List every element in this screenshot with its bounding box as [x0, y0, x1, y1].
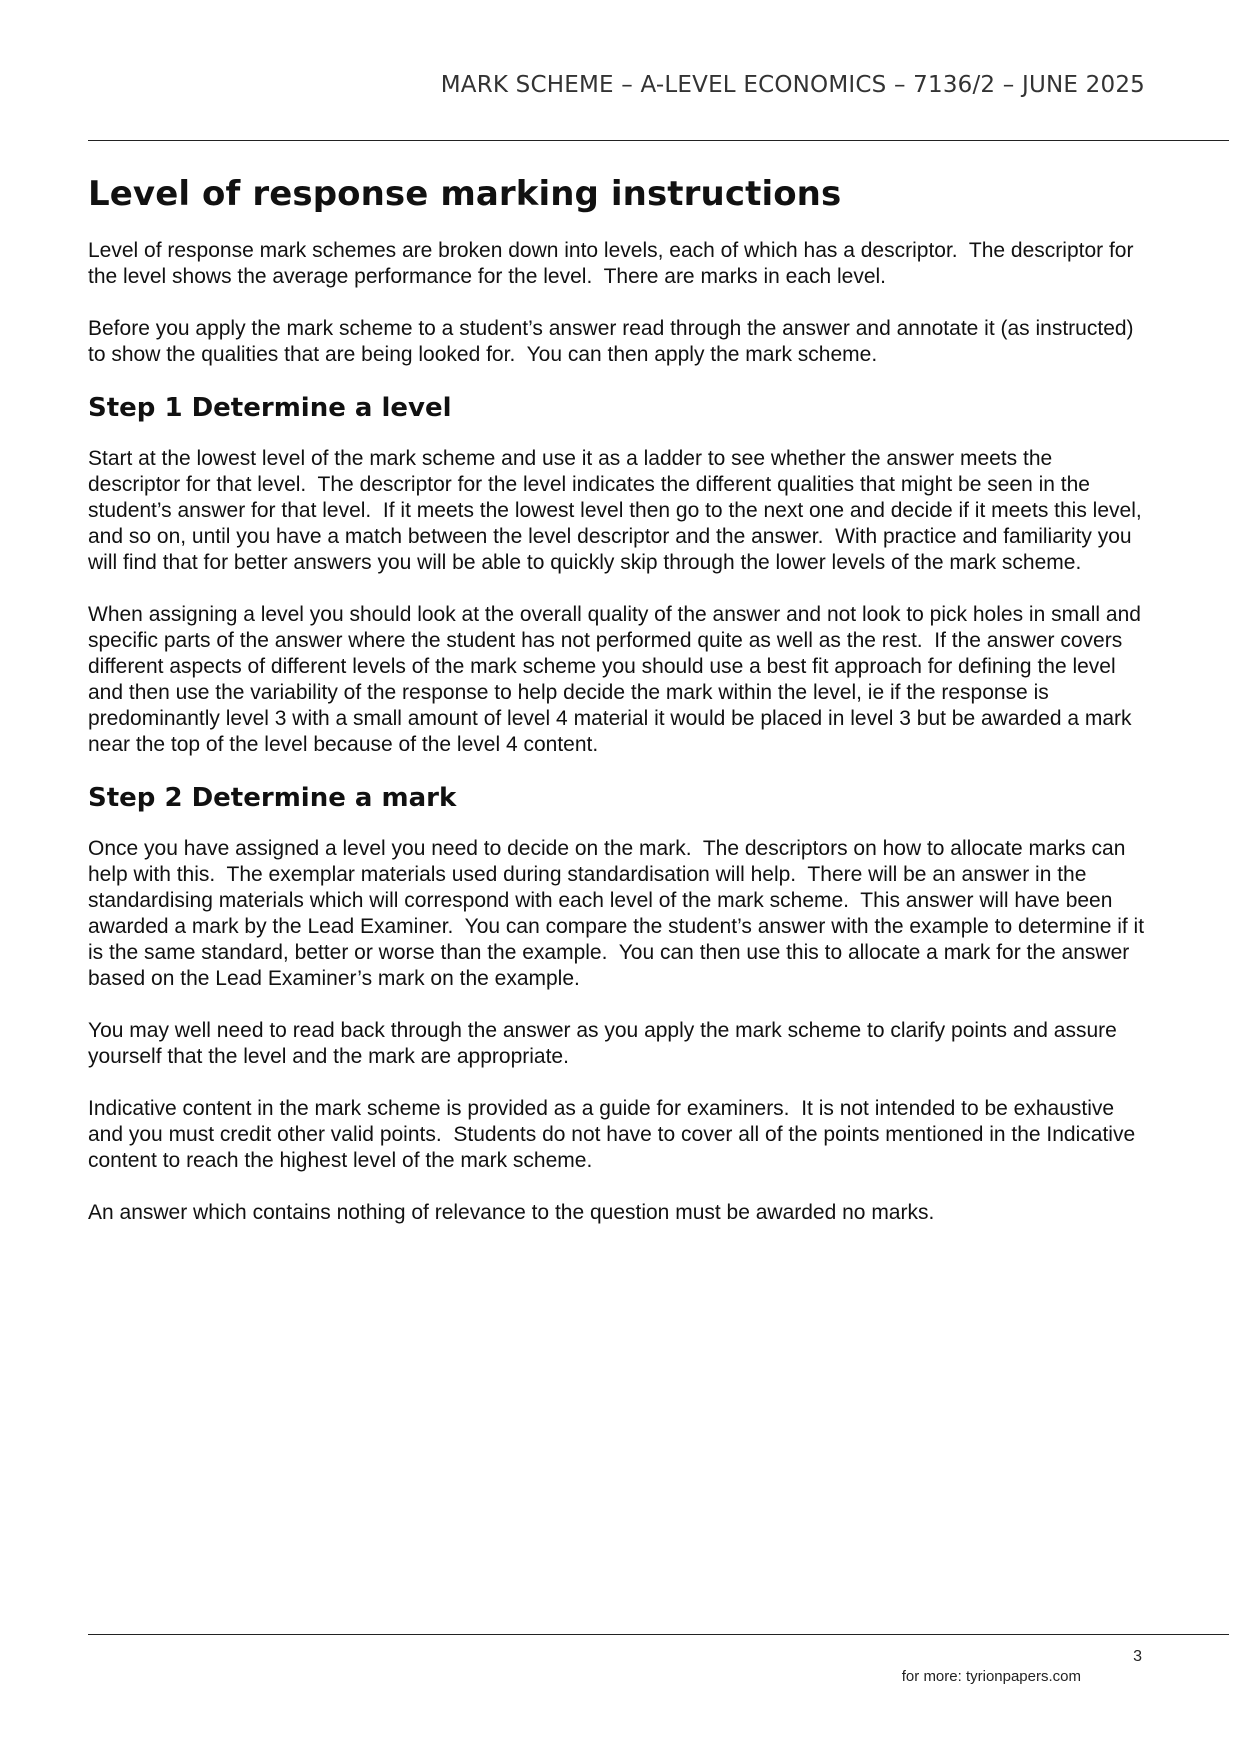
intro-paragraph: Level of response mark schemes are broken down into levels, each of which has a descriptor. The descriptor for the level shows the average performance for the level. There are marks in each level. [88, 239, 1140, 288]
step1-paragraph: When assigning a level you should look at the overall quality of the answer and not look to pick holes in small and specific parts of the answer where the student has not performed quite as well as the rest. If the answer covers different aspects of different levels of the mark scheme you should use a best fit approach for defining the level and then use the variability of the response to help decide the mark within the level, ie if the response is predominantly level 3 with a small amount of level 4 material it would be placed in level 3 but be awarded a mark near the top of the level because of the level 4 content. [88, 603, 1147, 756]
footer-link[interactable]: for more: tyrionpapers.com [901, 1668, 1081, 1685]
step2-paragraph: Once you have assigned a level you need to decide on the mark. The descriptors on how to allocate marks can help with this. The exemplar materials used during standardisation will help. There will be an answer in the standardising materials which will correspond with each level of the mark scheme. This answer will have been awarded a mark by the Lead Examiner. You can compare the student’s answer with the example to determine if it is the same standard, better or worse than the example. You can then use this to allocate a mark for the answer based on the Lead Examiner’s mark on the example. [88, 837, 1150, 990]
step1-heading: Step 1 Determine a level [88, 393, 452, 423]
header-divider [88, 140, 1229, 141]
page-number: 3 [1133, 1648, 1142, 1665]
running-header: MARK SCHEME – A-LEVEL ECONOMICS – 7136/2 – JUNE 2025 [440, 72, 1145, 98]
intro-paragraph: Before you apply the mark scheme to a student’s answer read through the answer and annotate it (as instructed) to show the qualities that are being looked for. You can then apply the mark scheme. [88, 317, 1140, 366]
page-title: Level of response marking instructions [88, 174, 842, 214]
page-content [88, 168, 1148, 1252]
step2-paragraph: An answer which contains nothing of relevance to the question must be awarded no marks. [88, 1201, 935, 1224]
footer-divider [88, 1634, 1229, 1635]
step2-paragraph: Indicative content in the mark scheme is provided as a guide for examiners. It is not intended to be exhaustive and you must credit other valid points. Students do not have to cover all of the points mentioned in the Indicative content to reach the highest level of the mark scheme. [88, 1097, 1141, 1172]
step2-paragraph: You may well need to read back through the answer as you apply the mark scheme to clarify points and assure yourself that the level and the mark are appropriate. [88, 1019, 1123, 1068]
step1-paragraph: Start at the lowest level of the mark scheme and use it as a ladder to see whether the answer meets the descriptor for that level. The descriptor for the level indicates the different qualities that might be seen in the student’s answer for that level. If it meets the lowest level then go to the next one and decide if it meets this level, and so on, until you have a match between the level descriptor and the answer. With practice and familiarity you will find that for better answers you will be able to quickly skip through the lower levels of the mark scheme. [88, 447, 1148, 574]
step2-heading: Step 2 Determine a mark [88, 783, 457, 813]
